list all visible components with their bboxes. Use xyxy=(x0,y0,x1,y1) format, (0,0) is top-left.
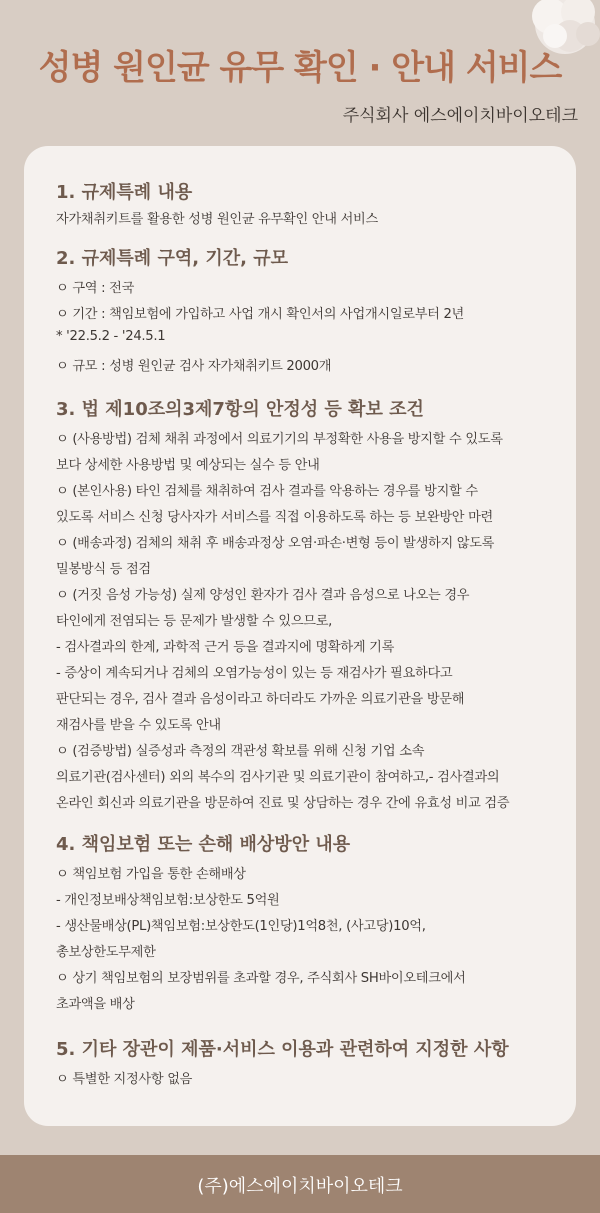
section-line: 있도록 서비스 신청 당사자가 서비스를 직접 이용하도록 하는 등 보완방안 마련 xyxy=(56,510,493,525)
section-line: ㅇ (본인사용) 타인 검체를 채취하여 검사 결과를 악용하는 경우를 방지할 수 xyxy=(56,484,478,499)
section-line: ㅇ 특별한 지정사항 없음 xyxy=(56,1072,193,1087)
section-line: 온라인 회신과 의료기관을 방문하여 진료 및 상담하는 경우 간에 유효성 비교 검증 xyxy=(56,796,510,811)
section-line: ㅇ 상기 책임보험의 보장범위를 초과할 경우, 주식회사 SH바이오테크에서 xyxy=(56,971,466,986)
section-line: ㅇ 기간 : 책임보험에 가입하고 사업 개시 확인서의 사업개시일로부터 2년 xyxy=(56,307,464,322)
section-line: 보다 상세한 사용방법 및 예상되는 실수 등 안내 xyxy=(56,458,320,473)
section-line: 밀봉방식 등 점검 xyxy=(56,562,151,577)
section-line: ㅇ 구역 : 전국 xyxy=(56,281,135,296)
page-title: 성병 원인균 유무 확인 · 안내 서비스 xyxy=(38,48,562,88)
footer-company: (주)에스에이치바이오테크 xyxy=(197,1176,403,1197)
section-line: 재검사를 받을 수 있도록 안내 xyxy=(56,718,221,733)
section-line: 판단되는 경우, 검사 결과 음성이라고 하더라도 가까운 의료기관을 방문해 xyxy=(56,692,465,707)
section-line: - 증상이 계속되거나 검체의 오염가능성이 있는 등 재검사가 필요하다고 xyxy=(56,666,453,681)
section-line: - 검사결과의 한계, 과학적 근거 등을 결과지에 명확하게 기록 xyxy=(56,640,395,655)
section-line: ㅇ 규모 : 성병 원인균 검사 자가채취키트 2000개 xyxy=(56,359,332,374)
section-line: ㅇ (검증방법) 실증성과 측정의 객관성 확보를 위해 신청 기업 소속 xyxy=(56,744,425,759)
section-line: 의료기관(검사센터) 외의 복수의 검사기관 및 의료기관이 참여하고,- 검사결과의 xyxy=(56,770,500,785)
section-line: ㅇ 책임보험 가입을 통한 손해배상 xyxy=(56,867,246,882)
section-heading: 2. 규제특례 구역, 기간, 규모 xyxy=(56,248,288,269)
section-heading: 5. 기타 장관이 제품·서비스 이용과 관련하여 지정한 사항 xyxy=(56,1039,509,1060)
section-line: 초과액을 배상 xyxy=(56,997,135,1012)
section-line: - 개인정보배상책임보험:보상한도 5억원 xyxy=(56,893,280,908)
footer-bar xyxy=(0,1155,600,1213)
section-heading: 4. 책임보험 또는 손해 배상방안 내용 xyxy=(56,834,351,855)
section-line: ㅇ (사용방법) 검체 채취 과정에서 의료기기의 부정확한 사용을 방지할 수 있도록 xyxy=(56,432,503,447)
company-name: 주식회사 에스에이치바이오테크 xyxy=(342,106,578,126)
section-line: - 생산물배상(PL)책임보험:보상한도(1인당)1억8천, (사고당)10억, xyxy=(56,919,426,934)
section-heading: 1. 규제특례 내용 xyxy=(56,182,193,203)
section-line: ㅇ (거짓 음성 가능성) 실제 양성인 환자가 검사 결과 음성으로 나오는 경우 xyxy=(56,588,470,603)
content-card xyxy=(24,146,576,1126)
section-heading: 3. 법 제10조의3제7항의 안정성 등 확보 조건 xyxy=(56,399,424,420)
section-line: 타인에게 전염되는 등 문제가 발생할 수 있으므로, xyxy=(56,614,333,629)
section-line: 총보상한도무제한 xyxy=(56,945,156,960)
section-line: 자가채취키트를 활용한 성병 원인균 유무확인 안내 서비스 xyxy=(56,212,378,227)
section-line: ㅇ (배송과정) 검체의 채취 후 배송과정상 오염·파손·변형 등이 발생하지 않도록 xyxy=(56,536,495,551)
section-line: * '22.5.2 - '24.5.1 xyxy=(56,329,166,344)
